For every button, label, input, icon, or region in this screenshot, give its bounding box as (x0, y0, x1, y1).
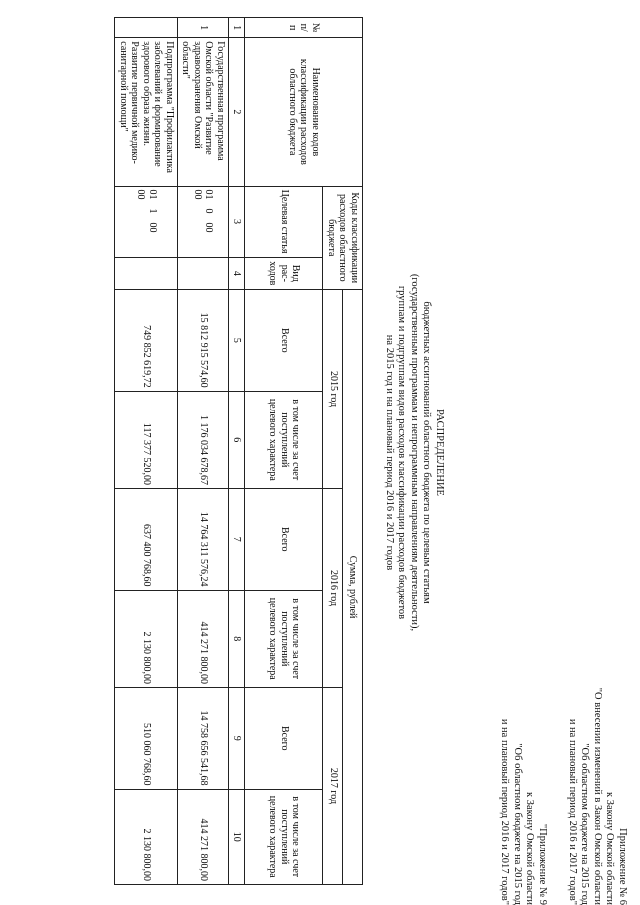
column-number: 2 (229, 38, 246, 186)
row-2015-total: 15 812 915 574,60 (178, 290, 229, 392)
row-kind (115, 257, 178, 290)
column-number: 8 (229, 590, 246, 687)
header-year-2015: 2015 год (323, 290, 343, 489)
header-row (343, 18, 363, 885)
header-name: Наименование кодов классификации расходов областного бюджета (245, 38, 363, 186)
header-line: и на плановый период 2016 и 2017 годов" (567, 718, 578, 905)
document-title (383, 0, 446, 905)
appendix-9-header (498, 645, 548, 905)
row-2015-incl: 1 176 034 678,67 (178, 391, 229, 488)
table-row (115, 18, 178, 885)
row-2016-total: 637 400 768,60 (115, 489, 178, 591)
header-incl: в том числе за счет поступлений целевого характера (245, 789, 323, 884)
row-2017-total: 14 758 656 541,68 (178, 688, 229, 790)
header-total: Всего (245, 688, 323, 790)
header-line: к Закону Омской области (524, 791, 536, 905)
title-line: на 2015 год и на плановый период 2016 и 2017 годов (384, 334, 395, 571)
row-target-code: 0110000 (115, 186, 178, 257)
column-number: 1 (229, 18, 246, 38)
title-line: бюджетных ассигнований областного бюджета по целевым статьям (421, 301, 433, 604)
row-2017-incl: 414 271 800,00 (178, 789, 229, 884)
row-name: Подпрограмма "Профилактика заболеваний и формирование здорового образа жизни. Развитие первичной медико-санитарной помощи" (115, 38, 178, 186)
row-2015-total: 749 852 619,72 (115, 290, 178, 392)
column-number: 9 (229, 688, 246, 790)
row-2016-incl: 2 130 800,00 (115, 590, 178, 687)
header-codes: Коды классификации расходов областного бюджета (323, 186, 363, 290)
column-number-row (229, 18, 246, 885)
row-2017-incl: 2 130 800,00 (115, 789, 178, 884)
budget-table (115, 17, 364, 885)
header-year-2016: 2016 год (323, 489, 343, 688)
table-row (178, 18, 229, 885)
header-line: "Об областном бюджете на 2015 год (579, 743, 591, 905)
header-total: Всего (245, 290, 323, 392)
header-total: Всего (245, 489, 323, 591)
header-line: "Об областном бюджете на 2015 год (512, 743, 523, 905)
header-line: "Приложение № 9 (537, 823, 548, 905)
row-target-code: 0100000 (178, 186, 229, 257)
row-num (115, 18, 178, 38)
column-number: 4 (229, 257, 246, 290)
row-2017-total: 510 060 768,60 (115, 688, 178, 790)
header-incl: в том числе за счет поступлений целевого характера (245, 391, 323, 488)
header-line: и на плановый период 2016 и 2017 годов" (499, 718, 511, 905)
row-kind (178, 257, 229, 290)
column-number: 10 (229, 789, 246, 884)
row-2016-incl: 414 271 800,00 (178, 590, 229, 687)
row-num: 1 (178, 18, 229, 38)
row-2016-total: 14 764 311 576,24 (178, 489, 229, 591)
row-name: Государственная программа Омской области "Развитие здравоохранения Омской области" (178, 38, 229, 186)
header-year-2017: 2017 год (323, 688, 343, 885)
column-number: 7 (229, 489, 246, 591)
column-number: 3 (229, 186, 246, 257)
row-2015-incl: 117 377 520,00 (115, 391, 178, 488)
title-line: (государственным программам и непрограммным направлениям деятельности), (409, 273, 420, 632)
title-heading: РАСПРЕДЕЛЕНИЕ (434, 409, 445, 496)
appendix-6-header (566, 645, 629, 905)
header-line: Приложение № 6 (617, 828, 628, 905)
header-line: к Закону Омской области (604, 791, 616, 905)
header-sum: Сумма, рублей (343, 290, 363, 885)
header-target: Целевая статья (245, 186, 323, 257)
header-incl: в том числе за счет поступлений целевого характера (245, 590, 323, 687)
header-line: "О внесении изменений в Закон Омской области (592, 687, 603, 905)
header-num: № п/п (245, 18, 363, 38)
column-number: 5 (229, 290, 246, 392)
column-number: 6 (229, 391, 246, 488)
title-line: группам и подгруппам видов расходов классификации расходов бюджетов (396, 285, 408, 620)
header-kind: Вид рас-ходов (245, 257, 323, 290)
